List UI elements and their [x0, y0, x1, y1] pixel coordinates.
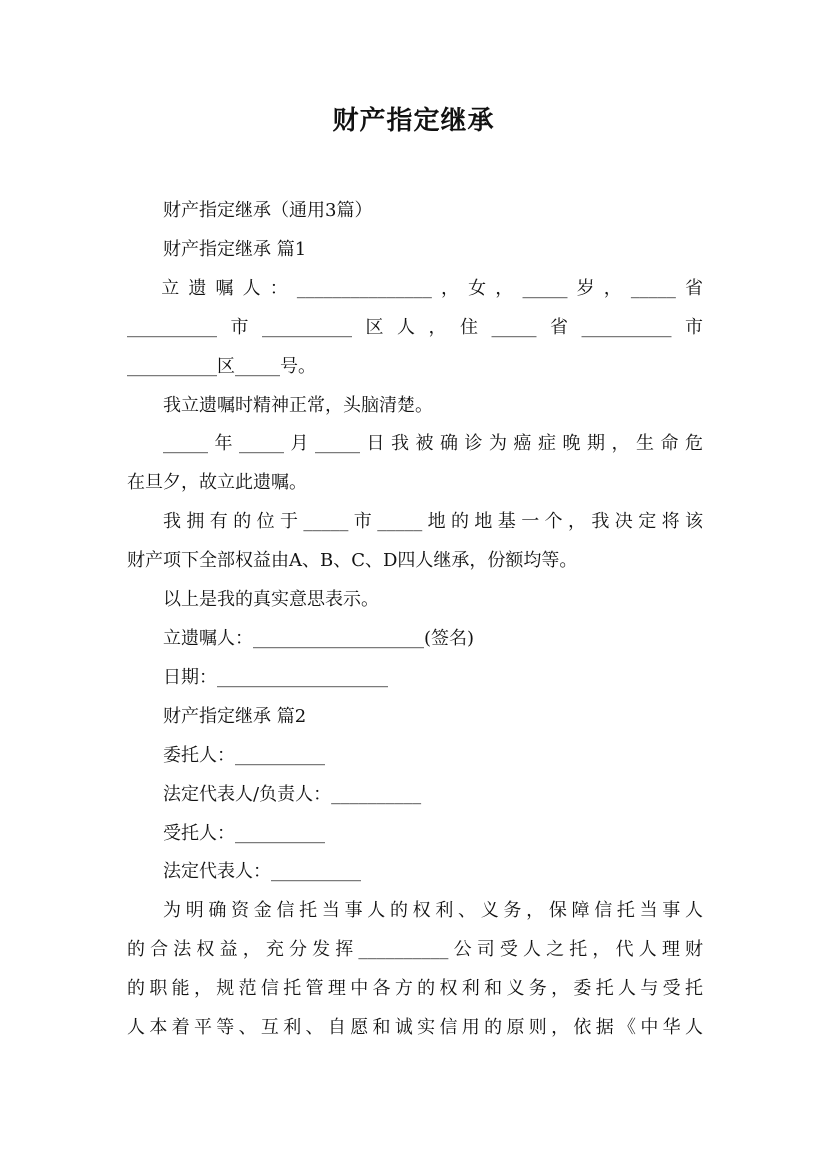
text-line: 立遗嘱人：_______________，女，_____岁，_____省 — [161, 277, 703, 299]
text-line: 委托人：__________ — [163, 744, 325, 766]
text-line: 的合法权益，充分发挥__________公司受人之托，代人理财 — [127, 939, 703, 961]
text-line: 财产指定继承 篇2 — [163, 705, 307, 727]
property-paragraph — [127, 503, 703, 581]
trustee-line — [127, 815, 703, 854]
text-line: 为明确资金信托当事人的权利、义务，保障信托当事人 — [163, 900, 703, 922]
text-line: 财产指定继承 篇1 — [163, 238, 307, 260]
text-line: 的职能，规范信托管理中各方的权利和义务，委托人与受托 — [127, 978, 703, 1000]
legal-representative-line-1 — [127, 776, 703, 815]
collection-heading — [127, 192, 703, 231]
text-line: 立遗嘱人：___________________(签名) — [163, 627, 475, 649]
signature-line — [127, 620, 703, 659]
text-line: 财产项下全部权益由A、B、C、D四人继承，份额均等。 — [127, 550, 578, 572]
text-line: __________区_____号。 — [127, 355, 316, 377]
text-line: _____年_____月_____日我被确诊为癌症晚期，生命危 — [163, 433, 703, 455]
text-line: 我拥有的位于_____市_____地的地基一个，我决定将该 — [163, 511, 703, 533]
text-line: 我立遗嘱时精神正常，头脑清楚。 — [163, 394, 433, 416]
trustor-line — [127, 737, 703, 776]
document-title: 财产指定继承 — [332, 106, 495, 136]
sanity-statement-paragraph — [127, 387, 703, 426]
text-line: 法定代表人/负责人：__________ — [163, 783, 422, 805]
purpose-paragraph — [127, 892, 703, 1048]
legal-representative-line-2 — [127, 853, 703, 892]
text-line: 财产指定继承（通用3篇） — [163, 200, 373, 221]
diagnosis-paragraph — [127, 425, 703, 503]
date-line — [127, 659, 703, 698]
text-line: 法定代表人：__________ — [163, 861, 361, 883]
section-heading-1 — [127, 231, 703, 270]
text-line: 日期：___________________ — [163, 666, 388, 688]
declaration-paragraph — [127, 581, 703, 620]
document-body — [127, 192, 703, 1048]
section-heading-2 — [127, 698, 703, 737]
testator-info-paragraph — [127, 270, 703, 387]
text-line: 受托人：__________ — [163, 822, 325, 844]
text-line: 以上是我的真实意思表示。 — [163, 589, 379, 611]
text-line: __________市__________区人，住_____省__________市 — [127, 316, 703, 338]
text-line: 在旦夕，故立此遗嘱。 — [127, 472, 307, 494]
text-line: 人本着平等、互利、自愿和诚实信用的原则，依据《中华人 — [127, 1017, 703, 1039]
